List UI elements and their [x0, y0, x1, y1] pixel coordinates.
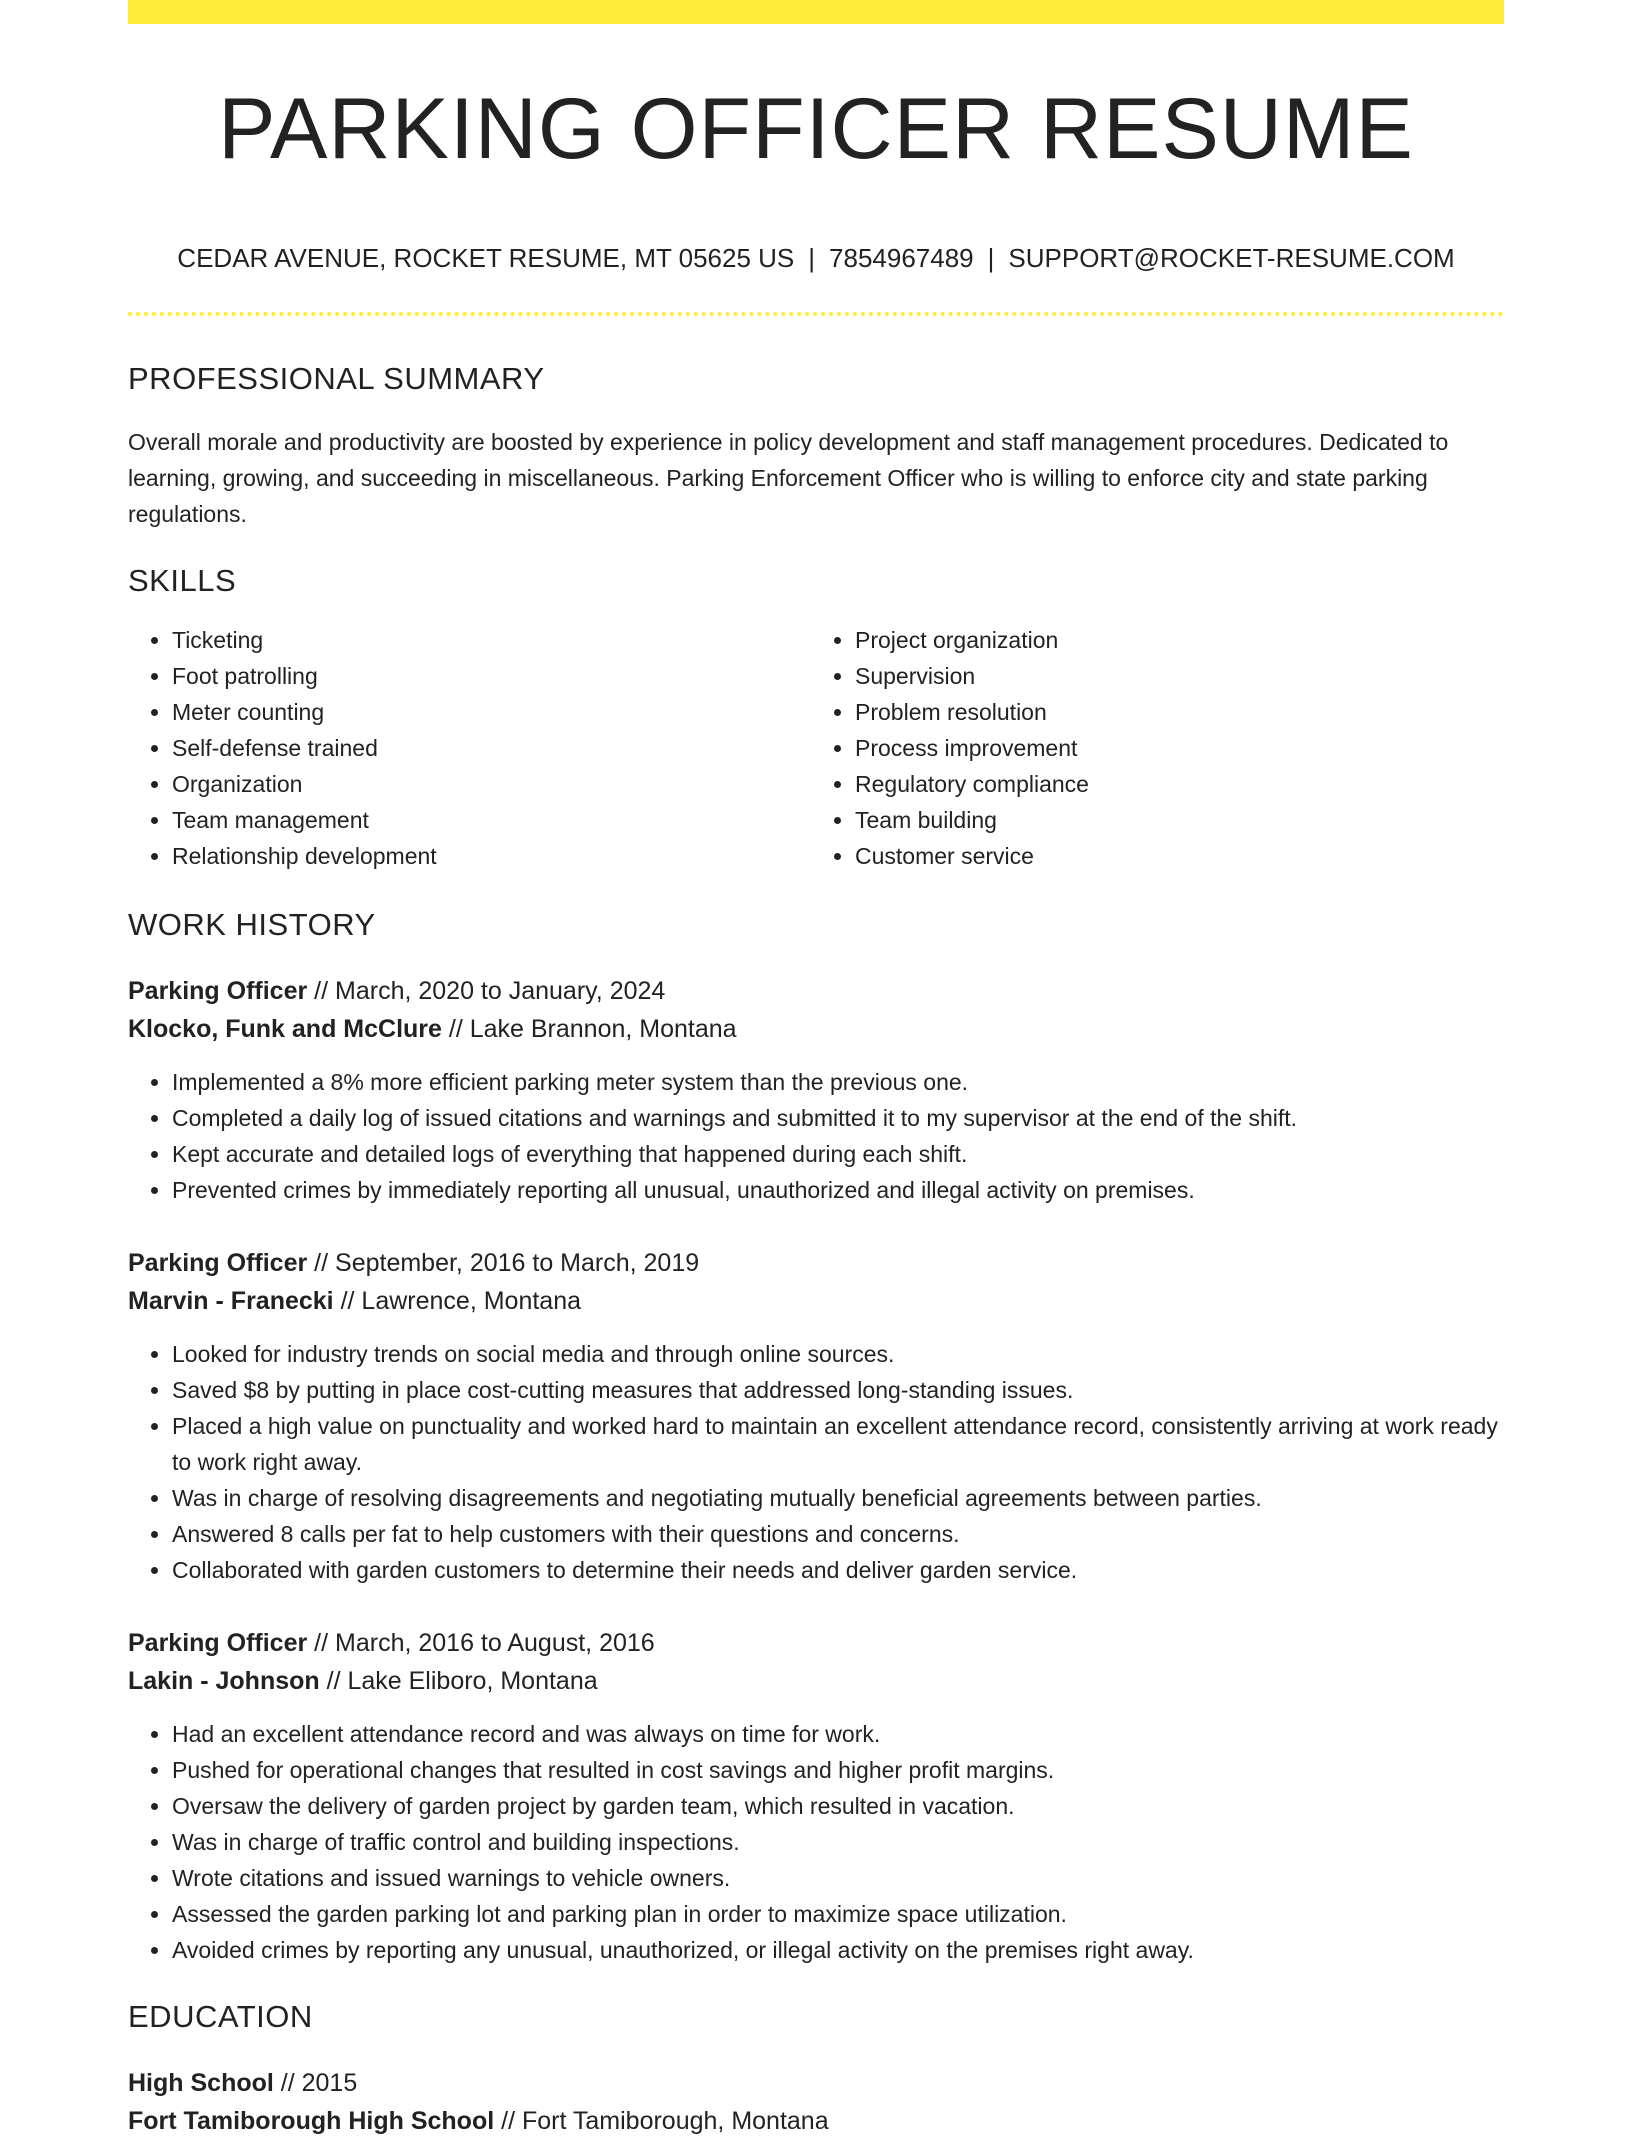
job-bullets [128, 1336, 1504, 1588]
education-degree-line [128, 2064, 1504, 2102]
job-dates: // September, 2016 to March, 2019 [307, 1249, 700, 1277]
job-bullet: • Placed a high value on punctuality and worked hard to maintain an excellent attendance record, consistently arriving at work ready to work right away. [172, 1408, 1504, 1480]
skill-item: • Customer service [855, 838, 1504, 874]
job-bullet: • Avoided crimes by reporting any unusual, unauthorized, or illegal activity on the premises right away. [172, 1932, 1504, 1968]
job-bullet: • Prevented crimes by immediately reporting all unusual, unauthorized and illegal activity on premises. [172, 1172, 1504, 1208]
skill-item: • Process improvement [855, 730, 1504, 766]
education-heading: EDUCATION [128, 1999, 313, 2034]
contact-separator: | [808, 243, 816, 273]
job-company-line [128, 1010, 1504, 1048]
job-bullets [128, 1716, 1504, 1968]
education-degree: High School [128, 2069, 274, 2097]
job-bullet: • Completed a daily log of issued citations and warnings and submitted it to my supervisor at the end of the shift. [172, 1100, 1504, 1136]
job-bullet: • Implemented a 8% more efficient parking meter system than the previous one. [172, 1064, 1504, 1100]
job-bullet: • Was in charge of resolving disagreements and negotiating mutually beneficial agreements between parties. [172, 1480, 1504, 1516]
summary-heading: PROFESSIONAL SUMMARY [128, 361, 545, 396]
contact-line [128, 242, 1504, 274]
job-bullet: • Pushed for operational changes that resulted in cost savings and higher profit margins. [172, 1752, 1504, 1788]
job-entry [128, 972, 1504, 1208]
education-school: Fort Tamiborough High School [128, 2107, 495, 2135]
skill-item: • Regulatory compliance [855, 766, 1504, 802]
skills-column-right [821, 622, 1504, 874]
accent-top-bar [128, 0, 1504, 24]
job-title-line [128, 1624, 1504, 1662]
dotted-divider [128, 312, 1504, 316]
resume-title: PARKING OFFICER RESUME [218, 81, 1414, 177]
skill-item: • Team management [172, 802, 821, 838]
job-bullet: • Kept accurate and detailed logs of everything that happened during each shift. [172, 1136, 1504, 1172]
skill-item: • Self-defense trained [172, 730, 821, 766]
job-company: Klocko, Funk and McClure [128, 1015, 442, 1043]
job-dates: // March, 2020 to January, 2024 [307, 977, 666, 1005]
job-location: // Lake Eliboro, Montana [319, 1667, 598, 1695]
skills-list [128, 622, 1504, 874]
skill-item: • Team building [855, 802, 1504, 838]
education-school-line [128, 2102, 1504, 2140]
job-title-line [128, 972, 1504, 1010]
education-entry [128, 2064, 1504, 2140]
skill-item: • Project organization [855, 622, 1504, 658]
job-company-line [128, 1282, 1504, 1320]
contact-email: SUPPORT@ROCKET-RESUME.COM [1008, 243, 1455, 273]
contact-address: CEDAR AVENUE, ROCKET RESUME, MT 05625 US [177, 243, 795, 273]
job-bullets [128, 1064, 1504, 1208]
job-bullet: • Was in charge of traffic control and building inspections. [172, 1824, 1504, 1860]
job-title: Parking Officer [128, 1629, 308, 1657]
skill-item: • Supervision [855, 658, 1504, 694]
job-dates: // March, 2016 to August, 2016 [307, 1629, 655, 1657]
work-history-heading: WORK HISTORY [128, 907, 376, 942]
resume-page [128, 0, 1504, 2140]
skills-column-left [128, 622, 821, 874]
skill-item: • Meter counting [172, 694, 821, 730]
skill-item: • Problem resolution [855, 694, 1504, 730]
contact-separator: | [987, 243, 995, 273]
job-bullet: • Saved $8 by putting in place cost-cutting measures that addressed long-standing issues. [172, 1372, 1504, 1408]
job-entry [128, 1244, 1504, 1588]
job-bullet: • Oversaw the delivery of garden project by garden team, which resulted in vacation. [172, 1788, 1504, 1824]
education-location: // Fort Tamiborough, Montana [494, 2107, 829, 2135]
job-title-line [128, 1244, 1504, 1282]
job-bullet: • Answered 8 calls per fat to help customers with their questions and concerns. [172, 1516, 1504, 1552]
job-company: Lakin - Johnson [128, 1667, 320, 1695]
skill-item: • Organization [172, 766, 821, 802]
job-company: Marvin - Franecki [128, 1287, 334, 1315]
job-bullet: • Assessed the garden parking lot and parking plan in order to maximize space utilization. [172, 1896, 1504, 1932]
job-company-line [128, 1662, 1504, 1700]
skill-item: • Ticketing [172, 622, 821, 658]
contact-phone: 7854967489 [829, 243, 974, 273]
job-bullet: • Wrote citations and issued warnings to vehicle owners. [172, 1860, 1504, 1896]
skill-item: • Relationship development [172, 838, 821, 874]
job-location: // Lake Brannon, Montana [441, 1015, 737, 1043]
job-bullet: • Collaborated with garden customers to determine their needs and deliver garden service. [172, 1552, 1504, 1588]
job-location: // Lawrence, Montana [333, 1287, 582, 1315]
job-title: Parking Officer [128, 977, 308, 1005]
skills-heading: SKILLS [128, 563, 237, 598]
job-title: Parking Officer [128, 1249, 308, 1277]
skill-item: • Foot patrolling [172, 658, 821, 694]
job-bullet: • Had an excellent attendance record and was always on time for work. [172, 1716, 1504, 1752]
job-bullet: • Looked for industry trends on social media and through online sources. [172, 1336, 1504, 1372]
job-entry [128, 1624, 1504, 1968]
summary-text: Overall morale and productivity are boosted by experience in policy development and staff management procedures. Dedicated to learning, growing, and succeeding in miscellaneous. Parking Enforcement Officer who is willing to enforce city and state parking regulations. [128, 429, 1449, 527]
education-year: // 2015 [273, 2069, 358, 2097]
